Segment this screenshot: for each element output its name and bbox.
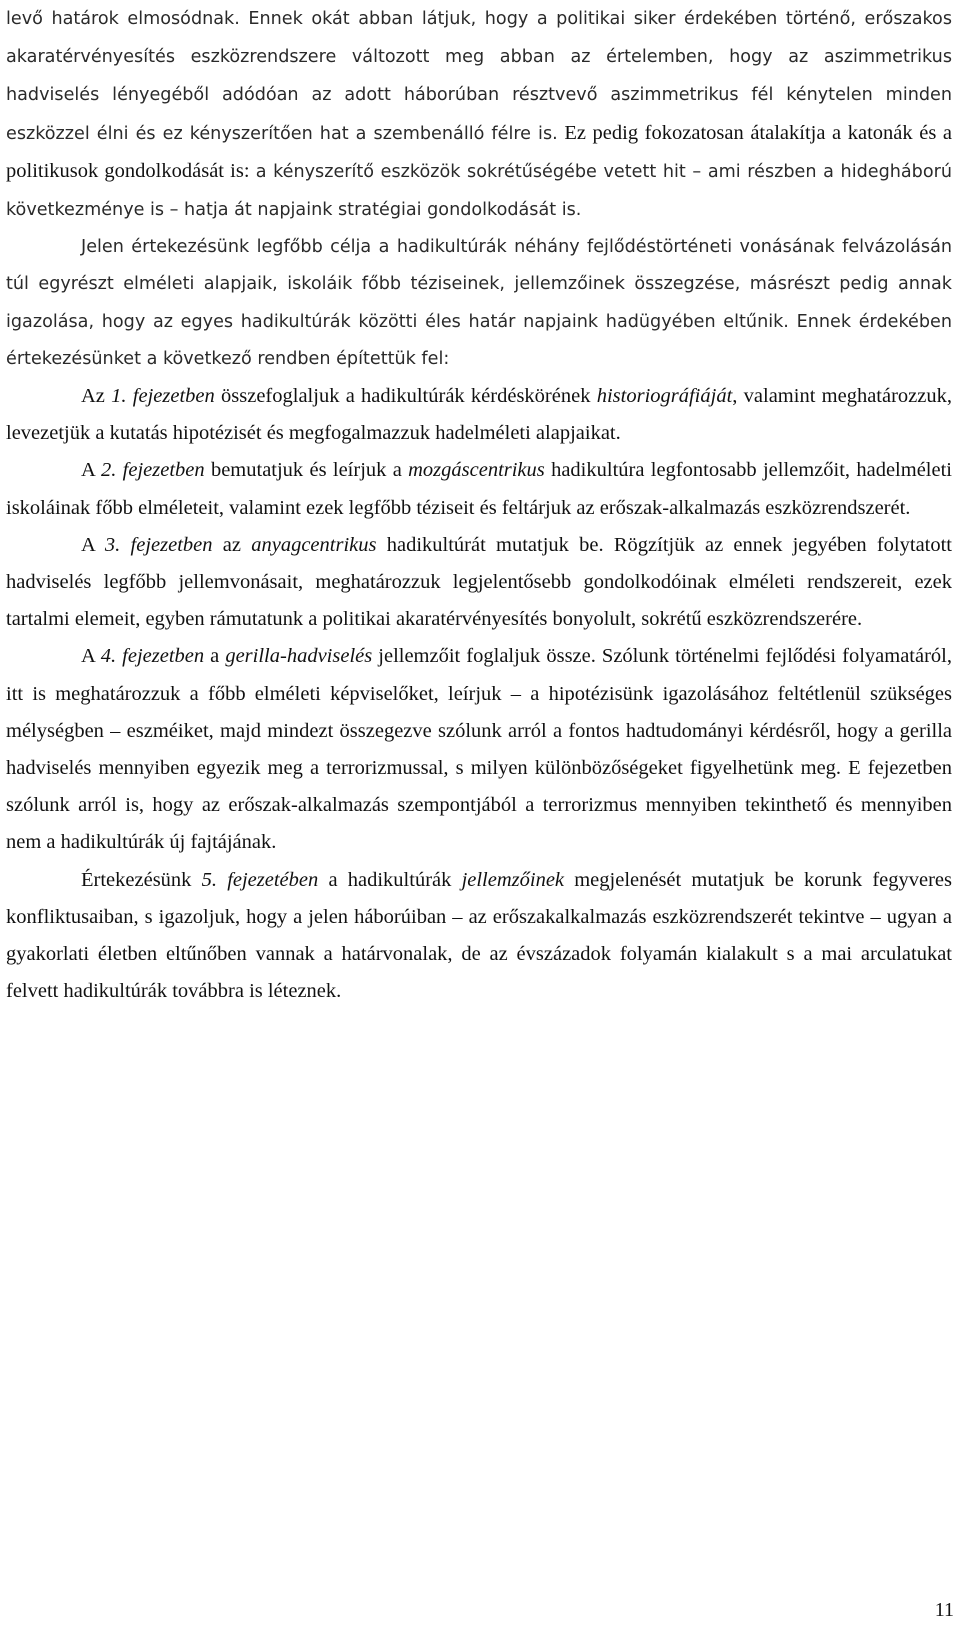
paragraph-intro	[6, 0, 952, 229]
chapter-4-text: a	[204, 645, 226, 668]
chapter-1-lead: Az	[81, 385, 112, 408]
chapter-1-number: 1.	[111, 385, 127, 408]
chapter-3-label: fejezetben	[120, 533, 213, 556]
document-page	[6, 0, 952, 1010]
chapter-2-lead: A	[81, 459, 101, 482]
chapter-4-text-2: jellemzőit foglaljuk össze. Szólunk történelmi fejlődési folyamatáról, itt is meghatározzuk a főbb elméleti képviselőket, leírjuk – a hipotézisünk igazolásához feltétlenül szükséges mélységben – eszméiket, majd mindezt összegezve szólunk arról a fontos hadtudományi kérdésről, hogy a gerilla hadviselés mennyiben egyezik meg a terrorizmussal, s milyen különbözőségeket figyelhetünk meg. E fejezetben szólunk arról is, hogy az erőszak-alkalmazás szempontjából a terrorizmus mennyiben tekinthető és mennyiben nem a hadikultúrák új fajtájának.	[6, 645, 952, 854]
chapter-2-label: fejezetben	[116, 459, 205, 482]
paragraph-chapter-2	[6, 452, 952, 526]
chapter-5-text: a hadikultúrák	[318, 868, 462, 891]
chapter-3-emphasis: anyagcentrikus	[251, 533, 377, 556]
chapter-5-number: 5.	[201, 868, 217, 891]
paragraph-chapter-4	[6, 638, 952, 861]
chapter-4-number: 4.	[100, 645, 117, 668]
paragraph-goal: Jelen értekezésünk legfőbb célja a hadikultúrák néhány fejlődéstörténeti vonásának felvázolásán túl egyrészt elméleti alapjaik, iskoláik főbb téziseinek, jellemzőinek összegzése, másrészt pedig annak igazolása, hogy az egyes hadikultúrák közötti éles határ napjaink hadügyében eltűnik. Ennek érdekében értekezésünket a következő rendben építettük fel:	[6, 237, 952, 369]
chapter-2-number: 2.	[100, 459, 117, 482]
page-number: 11	[934, 1599, 954, 1621]
intro-serif-text: Ez pedig fokozatosan átalakítja a katonák és a politikusok gondolkodását is:	[6, 121, 952, 182]
intro-sans-text: levő határok elmosódnak. Ennek okát abban látjuk, hogy a politikai siker érdekében történő, erőszakos akaratérvényesítés eszközrendszere változott meg abban az értelemben, hogy az aszimmetrikus hadviselés lényegéből adódóan az adott háborúban résztvevő aszimmetrikus fél kénytelen minden eszközzel élni és ez kényszerítően hat a szembenálló félre is.	[6, 9, 952, 144]
paragraph-chapter-3	[6, 527, 952, 639]
chapter-4-emphasis: gerilla-hadviselés	[225, 645, 373, 668]
chapter-2-emphasis: mozgáscentrikus	[408, 459, 545, 482]
chapter-1-emphasis: historiográfiáját	[596, 385, 733, 408]
chapter-3-text-2: hadikultúrát mutatjuk be. Rögzítjük az ennek jegyében folytatott hadviselés legfőbb jellemvonásait, meghatározzuk legjelentősebb gondolkodóinak elméleti rendszereit, ezek tartalmi elemeit, egyben rámutatunk a politikai akaratérvényesítés bonyolult, sokrétű eszközrendszerére.	[6, 533, 952, 631]
paragraph-chapter-1	[6, 378, 952, 452]
chapter-3-lead: A	[81, 533, 105, 556]
paragraph-chapter-5	[6, 862, 952, 1011]
chapter-1-text: összefoglaljuk a hadikultúrák kérdéskörének	[214, 385, 597, 408]
chapter-4-lead: A	[81, 645, 101, 668]
chapter-5-lead: Értekezésünk	[81, 868, 202, 891]
chapter-5-text-2: megjelenését mutatjuk be korunk fegyveres konfliktusaiban, s igazoljuk, hogy a jelen háborúiban – az erőszakalkalmazás eszközrendszerét tekintve – ugyan a gyakorlati életben eltűnőben vannak a határvonalak, de az évszázadok folyamán kialakult s a mai arculatukat felvett hadikultúrák továbbra is léteznek.	[6, 868, 952, 1003]
chapter-3-text: az	[212, 533, 252, 556]
intro-sans-text-2: a kényszerítő eszközök sokrétűségébe vetett hit – ami részben a hidegháború következménye is – hatja át napjaink stratégiai gondolkodását is.	[6, 161, 952, 221]
chapter-1-text-2: , valamint meghatározzuk, levezetjük a kutatás hipotézisét és megfogalmazzuk hadelméleti alapjaikat.	[6, 385, 952, 445]
chapter-1-label: fejezetben	[126, 385, 215, 408]
chapter-4-label: fejezetben	[116, 645, 205, 668]
chapter-2-text: bemutatjuk és leírjuk a	[204, 459, 409, 482]
chapter-5-label: fejezetében	[217, 868, 319, 891]
chapter-2-text-2: hadikultúra legfontosabb jellemzőit, hadelméleti iskoláinak főbb elméleteit, valamint ezek legfőbb téziseit és feltárjuk az erőszak-alkalmazás eszközrendszerét.	[6, 459, 952, 519]
chapter-3-number: 3.	[104, 533, 121, 556]
chapter-5-emphasis: jellemzőinek	[461, 868, 565, 891]
